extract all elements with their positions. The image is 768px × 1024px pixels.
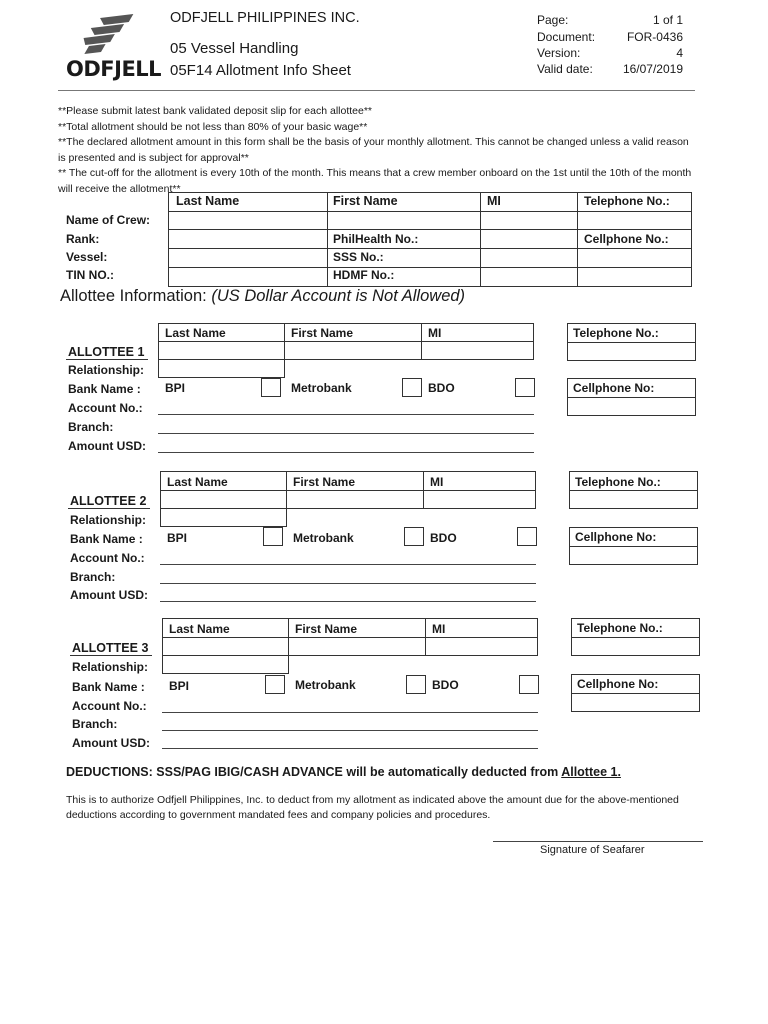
meta-page-label: Page: — [537, 13, 569, 27]
allottee-1-mi-header: MI — [428, 326, 442, 340]
allottee-3-telephone-label: Telephone No.: — [577, 621, 663, 635]
signature-label: Signature of Seafarer — [540, 844, 645, 856]
tin-label: TIN NO.: — [66, 268, 114, 282]
deductions-target: Allottee 1. — [561, 765, 621, 779]
allottee-1-last-name-header: Last Name — [165, 326, 226, 340]
allottee-3-mi-header: MI — [432, 622, 446, 636]
allottee-1-bpi-checkbox[interactable] — [261, 378, 281, 397]
rank-field[interactable] — [169, 230, 326, 247]
allottee-2-account-label: Account No.: — [70, 551, 145, 565]
note-declared-amount: **The declared allotment amount in this form shall be the basis of your monthly allotment. This cannot be changed unless a valid reason is presented and is subject for approval** — [58, 136, 689, 164]
allottee-2-mi-header: MI — [430, 475, 444, 489]
deductions-notice — [66, 765, 621, 779]
name-of-crew-label: Name of Crew: — [66, 213, 151, 227]
meta-document-label: Document: — [537, 30, 596, 44]
allottee-3-relationship-label: Relationship: — [72, 660, 149, 674]
allottee-2-relationship-field[interactable] — [160, 508, 287, 527]
crew-last-name-header: Last Name — [176, 194, 240, 208]
note-minimum-allotment: **Total allotment should be not less than 80% of your basic wage** — [58, 120, 368, 133]
allottee-2-metrobank-label: Metrobank — [293, 531, 354, 545]
meta-valid-date-value: 16/07/2019 — [622, 62, 683, 76]
deductions-text: DEDUCTIONS: SSS/PAG IBIG/CASH ADVANCE will be automatically deducted from — [66, 765, 562, 779]
allottee-2-relationship-label: Relationship: — [70, 513, 147, 527]
signature-line[interactable] — [493, 841, 703, 842]
allottee-2-title: ALLOTTEE 2 — [70, 494, 147, 508]
document-title: 05F14 Allotment Info Sheet — [170, 62, 351, 79]
allottee-1-bank-label: Bank Name : — [68, 382, 141, 396]
crew-mi-header: MI — [487, 194, 501, 208]
hdmf-label: HDMF No.: — [333, 268, 395, 282]
allottee-3-first-name-header: First Name — [295, 622, 358, 636]
allottee-3-cellphone-label: Cellphone No: — [577, 677, 659, 691]
philhealth-field[interactable] — [481, 230, 576, 247]
allottee-3-account-line[interactable] — [162, 712, 538, 713]
note-cutoff: ** The cut-off for the allotment is every 10th of the month. This means that a crew member onboard on the 1st until the 10th of the month will receive the allotment** — [58, 167, 692, 195]
allottee-3-account-label: Account No.: — [72, 699, 147, 713]
authorization-text: This is to authorize Odfjell Philippines, Inc. to deduct from my allotment as indicated above the amount due for the above-mentioned deductions according to government mandated fees and company policies and procedures. — [66, 794, 679, 821]
odfjell-logo-icon — [82, 12, 142, 56]
rank-label: Rank: — [66, 232, 100, 246]
allottee-1-amount-label: Amount USD: — [68, 439, 146, 453]
allottee-3-bdo-checkbox[interactable] — [519, 675, 539, 694]
allottee-1-bpi-label: BPI — [165, 381, 186, 395]
allottee-3-bdo-label: BDO — [432, 678, 459, 692]
meta-valid-date-label: Valid date: — [537, 62, 593, 76]
crew-last-name-field[interactable] — [169, 212, 326, 228]
allottee-2-metrobank-checkbox[interactable] — [404, 527, 424, 546]
allottee-2-bank-label: Bank Name : — [70, 532, 143, 546]
allottee-1-telephone-label: Telephone No.: — [573, 326, 659, 340]
allottee-3-bpi-label: BPI — [169, 679, 190, 693]
allottee-1-bdo-checkbox[interactable] — [515, 378, 535, 397]
allottee-1-relationship-field[interactable] — [158, 359, 285, 378]
allottee-2-account-line[interactable] — [160, 564, 536, 565]
allottee-info-title: Allottee Information: — [60, 287, 207, 305]
allottee-3-branch-line[interactable] — [162, 730, 538, 731]
allottee-2-amount-line[interactable] — [160, 601, 536, 602]
allottee-1-bdo-label: BDO — [428, 381, 455, 395]
allottee-2-telephone-label: Telephone No.: — [575, 475, 661, 489]
allottee-3-branch-label: Branch: — [72, 717, 118, 731]
allottee-3-amount-label: Amount USD: — [72, 736, 150, 750]
allottee-2-cellphone-label: Cellphone No: — [575, 530, 657, 544]
allottee-2-amount-label: Amount USD: — [70, 588, 148, 602]
allottee-3-bank-label: Bank Name : — [72, 680, 145, 694]
allottee-1-branch-line[interactable] — [158, 433, 534, 434]
allottee-3-bpi-checkbox[interactable] — [265, 675, 285, 694]
crew-first-name-header: First Name — [333, 194, 398, 208]
logo-wordmark: ODFJELL — [66, 57, 162, 81]
cellphone-field[interactable] — [578, 249, 691, 266]
allottee-1-branch-label: Branch: — [68, 420, 114, 434]
hdmf-field[interactable] — [481, 268, 576, 286]
allottee-2-first-name-header: First Name — [293, 475, 356, 489]
allottee-1-amount-line[interactable] — [158, 452, 534, 453]
crew-telephone-header: Telephone No.: — [584, 194, 670, 208]
allottee-info-heading — [60, 287, 465, 306]
allottee-1-relationship-label: Relationship: — [68, 363, 145, 377]
meta-version-label: Version: — [537, 46, 581, 60]
allottee-1-account-label: Account No.: — [68, 401, 143, 415]
allottee-3-title: ALLOTTEE 3 — [72, 641, 149, 655]
note-deposit-slip: **Please submit latest bank validated deposit slip for each allottee** — [58, 105, 373, 117]
allottee-3-relationship-field[interactable] — [162, 655, 289, 674]
philhealth-label: PhilHealth No.: — [333, 232, 419, 246]
allottee-3-amount-line[interactable] — [162, 748, 538, 749]
allottee-2-bpi-label: BPI — [167, 531, 188, 545]
vessel-field[interactable] — [169, 249, 326, 266]
allottee-1-cellphone-label: Cellphone No: — [573, 381, 655, 395]
allottee-1-metrobank-checkbox[interactable] — [402, 378, 422, 397]
allottee-2-bdo-checkbox[interactable] — [517, 527, 537, 546]
company-name: ODFJELL PHILIPPINES INC. — [170, 10, 360, 26]
allottee-2-branch-label: Branch: — [70, 570, 116, 584]
meta-version-value: 4 — [676, 46, 683, 60]
allottee-2-branch-line[interactable] — [160, 583, 536, 584]
allottee-1-title: ALLOTTEE 1 — [68, 345, 145, 359]
allottee-1-first-name-header: First Name — [291, 326, 354, 340]
allottee-3-metrobank-checkbox[interactable] — [406, 675, 426, 694]
department: 05 Vessel Handling — [170, 40, 299, 57]
sss-field[interactable] — [481, 249, 576, 266]
allottee-1-metrobank-label: Metrobank — [291, 381, 352, 395]
tin-field[interactable] — [169, 268, 326, 286]
allottee-2-last-name-header: Last Name — [167, 475, 228, 489]
header-divider — [58, 90, 695, 91]
meta-document-value: FOR-0436 — [626, 30, 683, 44]
allottee-1-account-line[interactable] — [158, 414, 534, 415]
crew-mi-field[interactable] — [481, 212, 576, 228]
meta-page-value: 1 of 1 — [652, 13, 683, 27]
sss-label: SSS No.: — [333, 250, 384, 264]
allottee-info-subtitle: (US Dollar Account is Not Allowed) — [211, 287, 466, 305]
vessel-label: Vessel: — [66, 250, 108, 264]
cellphone-label: Cellphone No.: — [584, 232, 669, 246]
instructions — [58, 104, 698, 197]
allottee-3-last-name-header: Last Name — [169, 622, 230, 636]
allottee-2-bdo-label: BDO — [430, 531, 457, 545]
allottee-3-metrobank-label: Metrobank — [295, 678, 356, 692]
crew-first-name-field[interactable] — [328, 212, 479, 228]
allottee-2-bpi-checkbox[interactable] — [263, 527, 283, 546]
crew-telephone-field[interactable] — [578, 212, 691, 228]
